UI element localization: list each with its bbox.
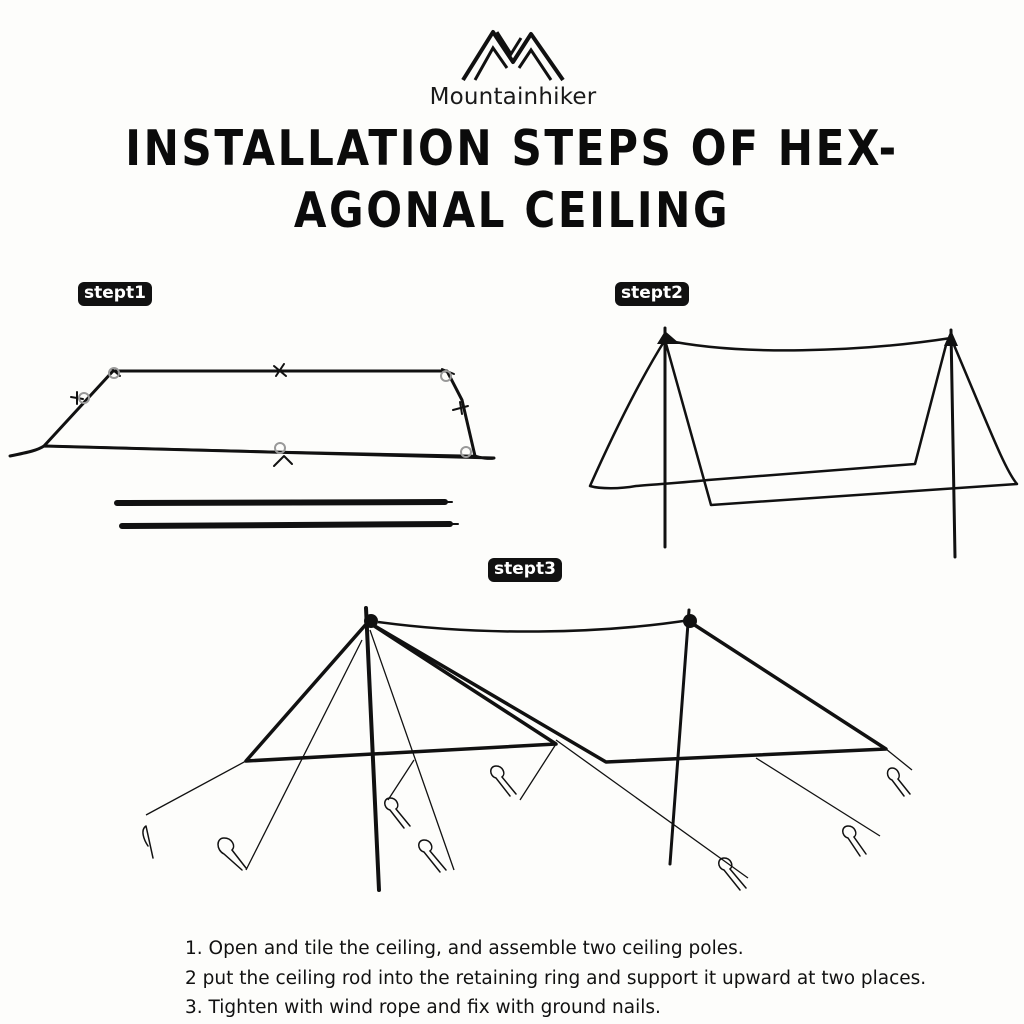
step1-rings: [79, 368, 471, 457]
step2-poles: [665, 328, 955, 557]
title-line-2: AGONAL CEILING: [293, 182, 731, 239]
title-line-1: INSTALLATION STEPS OF HEX-: [125, 120, 899, 177]
step1-poles: [117, 502, 458, 526]
step3-ground-nails: [143, 766, 910, 890]
instruction-list: [185, 934, 1015, 1023]
step1-badge: stept1: [78, 282, 152, 306]
step3-pitched-tarp: [246, 620, 886, 762]
step3-badge: stept3: [488, 558, 562, 582]
instruction-2: 2 put the ceiling rod into the retaining ring and support it upward at two places.: [185, 967, 927, 989]
step1-flat-tarp: [10, 364, 494, 466]
instruction-1: 1. Open and tile the ceiling, and assemble two ceiling poles.: [185, 938, 744, 959]
brand-name: Mountainhiker: [429, 84, 597, 110]
instruction-3: 3. Tighten with wind rope and fix with ground nails.: [185, 997, 661, 1018]
step2-badge: stept2: [615, 282, 689, 306]
